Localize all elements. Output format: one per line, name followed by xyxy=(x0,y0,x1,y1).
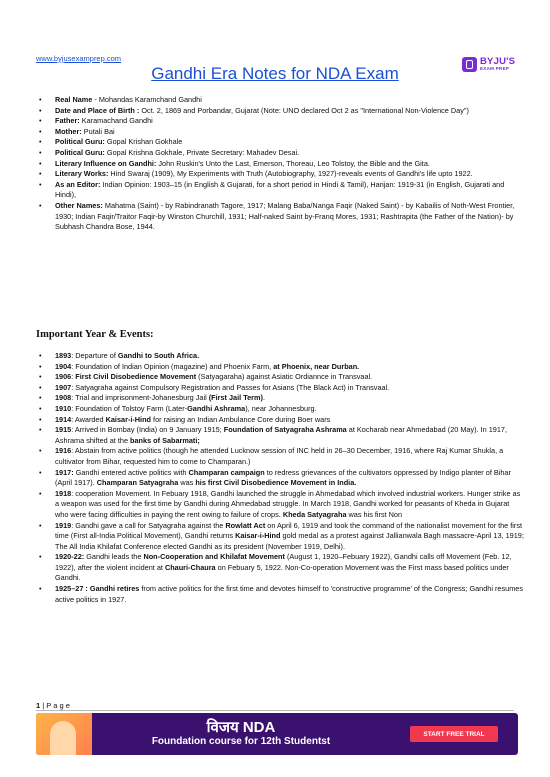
footer-divider xyxy=(36,710,514,711)
profile-list xyxy=(36,95,524,233)
bullet-icon: • xyxy=(39,425,42,435)
list-item-text xyxy=(55,116,524,127)
banner-image xyxy=(36,713,92,755)
bold-text: 1906 xyxy=(55,372,72,382)
text-run: : Foundation of Indian Opinion (magazine) and Phoenix Farm, xyxy=(71,361,274,371)
bullet-icon: • xyxy=(39,126,42,136)
page-number xyxy=(36,701,70,710)
list-item-text xyxy=(55,552,524,584)
bold-text: 1916 xyxy=(55,446,72,456)
text-run: Mahatma (Saint) - by Rabindranath Tagore, 1917; Malang Baba/Nanga Faqir (Naked Saint) - by Kabailis of Noth-West Frontier, 1930; Indian Faqir/Traitor Faqir-by Winston Churchill, 1931; Half-naked Saint by-Franq Mores, 1931; Rashtrapita (the Father of the Nation)- by Subhash Chandra Bose, 1944. xyxy=(55,200,515,232)
bold-text: Kheda Satyagraha xyxy=(282,509,347,519)
text-run: was his first Non xyxy=(346,509,403,519)
text-run: : Gandhi gave a call for Satyagraha against the xyxy=(71,520,226,530)
list-item-text xyxy=(55,148,524,159)
bold-text: Political Guru: xyxy=(55,147,105,157)
event-item xyxy=(36,552,524,584)
text-run: : xyxy=(71,372,76,382)
section-heading: Important Year & Events: xyxy=(36,329,154,340)
profile-item xyxy=(36,169,524,180)
list-item-text xyxy=(55,201,524,233)
bold-text: 1918 xyxy=(55,488,72,498)
event-item xyxy=(36,383,524,394)
list-item-text xyxy=(55,372,524,383)
text-run: Gandhi leads the xyxy=(84,552,144,562)
bold-text: at Phoenix, near Durban. xyxy=(273,361,360,371)
bullet-icon: • xyxy=(39,520,42,530)
list-item-text xyxy=(55,106,524,117)
bullet-icon: • xyxy=(39,382,42,392)
list-item-text xyxy=(55,351,524,362)
event-item xyxy=(36,351,524,362)
bold-text: 1904 xyxy=(55,361,72,371)
profile-item xyxy=(36,106,524,117)
text-run: at Kocharab near Ahmedabad (20 May). In 1917, Ashrama shifted at the xyxy=(55,425,507,445)
bold-text: 1920-22: xyxy=(55,552,85,562)
text-run: on April 6, 1919 and took the command of the nationalist movement for the first time (First all-India Political Movement), Gandhi returns xyxy=(55,520,523,541)
bullet-icon: • xyxy=(39,393,42,403)
text-run: - Mohandas Karamchand Gandhi xyxy=(92,95,202,104)
logo-sub-text: EXAM PREP xyxy=(480,66,510,71)
bold-text: Champaran Satyagraha xyxy=(96,478,179,488)
bullet-icon: • xyxy=(39,552,42,562)
bold-text: Non-Cooperation and Khilafat Movement xyxy=(143,552,285,562)
list-item-text xyxy=(55,521,524,553)
bold-text: Foundation of Satyagraha Ashrama xyxy=(223,425,347,435)
text-run: to redress grievances of the cultivators oppressed by Indigo planter of Bihar (April 1917). xyxy=(55,467,511,488)
page-title: Gandhi Era Notes for NDA Exam xyxy=(151,64,399,83)
banner-subtitle: Foundation course for 12th Studentst xyxy=(151,736,331,747)
event-item xyxy=(36,372,524,383)
list-item-text xyxy=(55,404,524,415)
event-item xyxy=(36,404,524,415)
text-run: : Abstain from active politics (though he attended Lucknow session of INC held in 26–30 December, 1916, where Raj Kumar Shukla, a cultivator from Bihar, requested him to come to Champaran.) xyxy=(55,446,504,466)
bullet-icon: • xyxy=(39,372,42,382)
profile-item xyxy=(36,95,524,106)
bullet-icon: • xyxy=(39,158,42,168)
text-run: Putali Bai xyxy=(81,126,115,136)
list-item-text xyxy=(55,489,524,521)
bold-text: Literary Works: xyxy=(55,169,109,179)
bold-text: 1907 xyxy=(55,382,72,392)
text-run: : Satyagraha against Compulsory Registration and Passes for Asians (The Black Act) in Transvaal. xyxy=(71,382,390,392)
bold-text: Chauri-Chaura xyxy=(164,562,216,572)
bold-text: Kaisar-i-Hind xyxy=(235,531,281,541)
bullet-icon: • xyxy=(39,488,42,498)
bold-text: 1917: xyxy=(55,467,74,477)
bold-text: 1915 xyxy=(55,425,72,435)
page-number-label: | P a g e xyxy=(40,701,70,710)
event-item xyxy=(36,468,524,489)
event-item xyxy=(36,362,524,373)
bold-text: Literary Influence on Gandhi: xyxy=(55,158,157,168)
text-run: : Foundation of Tolstoy Farm (Later- xyxy=(71,403,188,413)
bold-text: his first Civil Disobedience Movement in India. xyxy=(195,478,357,488)
text-run: (Satyagaraha) against Asiatic Ordiannce in Transvaal. xyxy=(196,372,373,382)
text-run: : cooperation Movement. In Febuary 1918, Gandhi launched the struggle in Ahmedabad which involved industrial workers. Hunger strike as a weapon was used for the first time by Gandhi during Ahmedabad struggle. In March 1918, Gandhi worked for peasants of Kheda in Gujarat who were facing difficulties in paying the rent owing to failure of crops. xyxy=(55,488,521,519)
list-item-text xyxy=(55,393,524,404)
bold-text: Champaran campaign xyxy=(188,467,265,477)
text-run: Karamachand Gandhi xyxy=(79,116,153,126)
text-run: : Departure of xyxy=(71,351,118,360)
text-run: ), near Johannesburg. xyxy=(245,403,317,413)
list-item-text xyxy=(55,415,524,426)
text-run: Indian Opinion: 1903–15 (in English & Gujarati, for a short period in Hindi & Tamil), Harijan: 1919-31 (in English, Gujarati and Hindi), xyxy=(55,179,505,200)
profile-item xyxy=(36,127,524,138)
list-item-text xyxy=(55,95,524,106)
bold-text: Father: xyxy=(55,116,80,126)
start-free-trial-button[interactable]: START FREE TRIAL xyxy=(410,726,498,742)
text-run: John Ruskin's Unto the Last, Emerson, Thoreau, Leo Tolstoy, the Bible and the Gita. xyxy=(156,158,430,168)
list-item-text xyxy=(55,383,524,394)
bold-text: 1914 xyxy=(55,414,72,424)
list-item-text xyxy=(55,362,524,373)
bullet-icon: • xyxy=(39,116,42,126)
bullet-icon: • xyxy=(39,351,42,360)
bold-text: Kaisar-i-Hind xyxy=(105,414,152,424)
text-run: : Awarded xyxy=(71,414,106,424)
text-run: Gopal Krishna Gokhale, Private Secretary: Mahadev Desai. xyxy=(104,147,300,157)
event-item xyxy=(36,584,524,605)
bullet-icon: • xyxy=(39,446,42,456)
logo-main-text: BYJU'S xyxy=(480,55,516,67)
bold-text: Gandhi to South Africa. xyxy=(117,351,200,360)
list-item-text xyxy=(55,584,524,605)
text-run: : Trial and imprisonment-Johanesburg Jail xyxy=(71,393,209,403)
text-run: Oct. 2, 1869 and Porbandar, Gujarat (Note: UNO declared Oct 2 as "International Non-Violence Day") xyxy=(139,105,469,115)
text-run: Hind Swaraj (1909), My Experiments with Truth (Autobiography, 1927)-reveals events of Gandhi's life upto 1922. xyxy=(108,169,473,179)
event-item xyxy=(36,521,524,553)
text-run: for raising an Indian Ambulance Core during Boer wars xyxy=(151,414,331,424)
bold-text: As an Editor: xyxy=(55,179,101,189)
event-item xyxy=(36,446,524,467)
bold-text: Date and Place of Birth : xyxy=(55,105,140,115)
event-item xyxy=(36,415,524,426)
banner-title: विजय NDA xyxy=(206,719,276,736)
bold-text: 1925–27 : Gandhi retires xyxy=(55,584,140,594)
text-run: : Arrived in Bombay (India) on 9 January 1915; xyxy=(71,425,224,435)
bold-text: 1893 xyxy=(55,351,72,360)
text-run: on Febuary 5, 1922. Non-Co-operation Movement was the First mass based politics under Gandhi. xyxy=(55,562,509,583)
profile-item xyxy=(36,148,524,159)
student-figure-icon xyxy=(50,721,76,755)
bullet-icon: • xyxy=(39,179,42,189)
list-item-text xyxy=(55,468,524,489)
bullet-icon: • xyxy=(39,414,42,424)
profile-item xyxy=(36,201,524,233)
bullet-icon: • xyxy=(39,137,42,147)
bold-text: Rowlatt Act xyxy=(225,520,266,530)
list-item-text xyxy=(55,169,524,180)
promo-banner[interactable] xyxy=(36,713,518,755)
list-item-text xyxy=(55,446,524,467)
profile-item xyxy=(36,159,524,170)
bullet-icon: • xyxy=(39,403,42,413)
bold-text: Other Names: xyxy=(55,200,103,210)
text-run: was xyxy=(178,478,196,488)
list-item-text xyxy=(55,137,524,148)
bullet-icon: • xyxy=(39,95,42,104)
text-run: gold medal as a protest against Jallianwala Bagh massacre-April 13, 1919; The All India Khilafat Conference elected Gandhi as its president (November 1919, Delhi). xyxy=(55,531,524,551)
bold-text: 1919 xyxy=(55,520,72,530)
event-item xyxy=(36,393,524,404)
bold-text: banks of Sabarmati; xyxy=(130,435,200,445)
bullet-icon: • xyxy=(39,147,42,157)
list-item-text xyxy=(55,180,524,201)
text-run: from active politics for the first time and devotes himself to 'constructive programme' of the Congress; Gandhi resumes active politics in 1927. xyxy=(55,584,523,604)
event-item xyxy=(36,425,524,446)
page-number-value: 1 xyxy=(36,701,41,710)
text-run: Gandhi entered active politics with xyxy=(73,467,189,477)
text-run: (August 1, 1920–Febuary 1922), Gandhi calls off Movement (Feb. 12, 1922), after the violent incident at xyxy=(55,552,512,572)
bullet-icon: • xyxy=(39,105,42,115)
bullet-icon: • xyxy=(39,467,42,477)
bold-text: Political Guru: xyxy=(55,137,105,147)
profile-item xyxy=(36,116,524,127)
bullet-icon: • xyxy=(39,361,42,371)
text-run: Gopal Krishan Gokhale xyxy=(104,137,183,147)
event-item xyxy=(36,489,524,521)
list-item-text xyxy=(55,127,524,138)
bold-text: Real Name xyxy=(55,95,93,104)
list-item-text xyxy=(55,159,524,170)
bullet-icon: • xyxy=(39,200,42,210)
bold-text: First Civil Disobedience Movement xyxy=(75,372,197,382)
bold-text: 1908 xyxy=(55,393,72,403)
profile-item xyxy=(36,180,524,201)
list-item-text xyxy=(55,425,524,446)
text-run: . xyxy=(262,393,265,403)
site-link[interactable]: www.byjusexamprep.com xyxy=(36,54,122,63)
bold-text: 1910 xyxy=(55,403,72,413)
bold-text: Gandhi Ashrama xyxy=(187,403,246,413)
profile-item xyxy=(36,137,524,148)
bold-text: (First Jail Term) xyxy=(208,393,263,403)
events-list xyxy=(36,351,524,605)
bullet-icon: • xyxy=(39,169,42,179)
bullet-icon: • xyxy=(39,584,42,594)
bold-text: Mother: xyxy=(55,126,82,136)
